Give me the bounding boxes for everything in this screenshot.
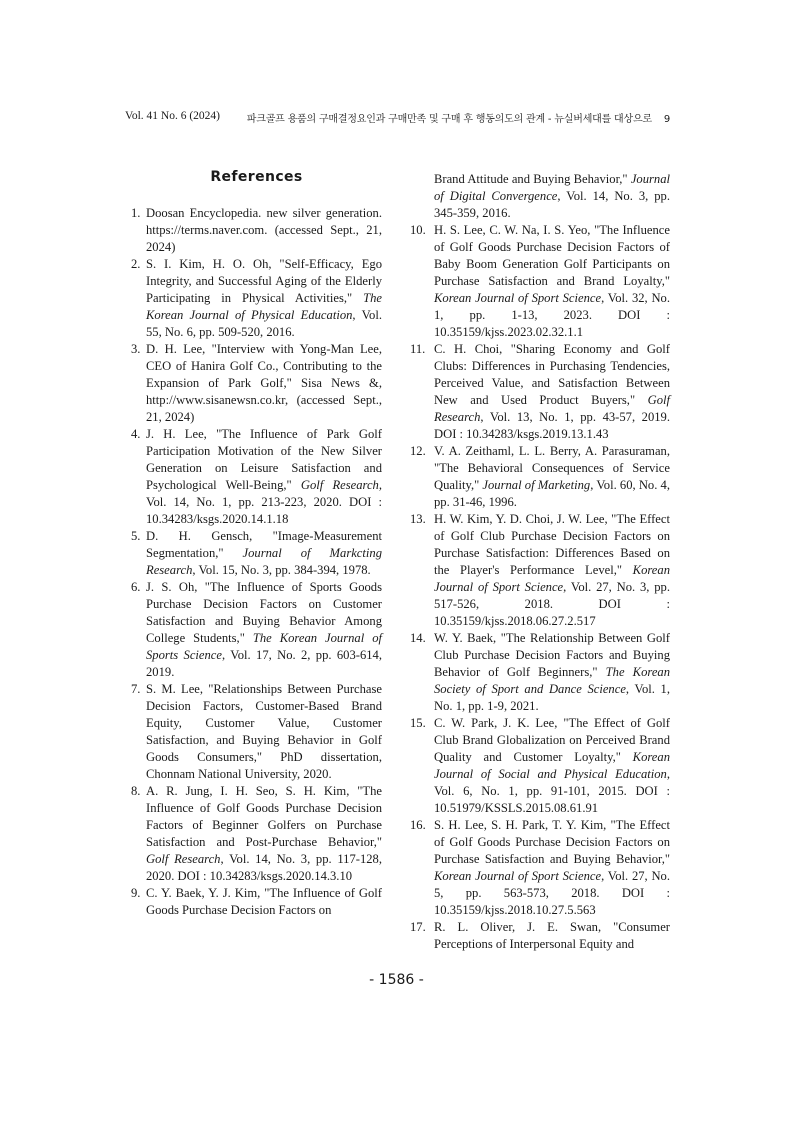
reference-item [410, 919, 670, 953]
reference-item [410, 222, 670, 341]
reference-details: , Vol. 13, No. 1, pp. 43-57, 2019. DOI : 10.34283/ksgs.2019.13.1.43 [434, 410, 670, 441]
reference-text [146, 681, 382, 783]
reference-journal: Golf Research [146, 852, 221, 866]
reference-details: , Vol. 27, No. 5, pp. 563-573, 2018. DOI : 10.35159/kjss.2018.10.27.5.563 [434, 869, 670, 917]
reference-number: 8. [131, 784, 141, 798]
reference-item [410, 443, 670, 511]
reference-item [131, 426, 382, 528]
reference-item [131, 885, 382, 919]
reference-number: 2. [131, 257, 141, 271]
reference-body: R. L. Oliver, J. E. Swan, "Consumer Perceptions of Interpersonal Equity and [434, 920, 670, 951]
reference-number: 7. [131, 682, 141, 696]
reference-body: J. H. Lee, "The Influence of Park Golf Participation Motivation of the New Silver Generation on Leisure Satisfaction and Psychological Well-Being," [146, 427, 382, 492]
reference-number: 11. [410, 342, 426, 356]
reference-column-right [410, 171, 670, 953]
reference-number: 4. [131, 427, 141, 441]
reference-column-left [131, 205, 382, 919]
reference-number: 12. [410, 444, 426, 458]
reference-number: 14. [410, 631, 426, 645]
reference-item [410, 341, 670, 443]
reference-text [434, 630, 670, 715]
reference-text [434, 919, 670, 953]
reference-details: , Vol. 14, No. 3, pp. 117-128, 2020. DOI : 10.34283/ksgs.2020.14.3.10 [146, 852, 382, 883]
running-title [247, 110, 670, 125]
reference-item [131, 528, 382, 579]
reference-number: 13. [410, 512, 426, 526]
reference-details: , Vol. 55, No. 6, pp. 509-520, 2016. [146, 308, 383, 339]
reference-body: D. H. Gensch, "Image-Measurement Segmentation," [146, 529, 382, 560]
reference-item [131, 579, 382, 681]
reference-journal: Journal of Markcting Research [146, 546, 382, 577]
reference-item [131, 205, 382, 256]
reference-journal: The Korean Society of Sport and Dance Science [434, 665, 670, 696]
reference-number: 6. [131, 580, 141, 594]
reference-text [146, 256, 382, 341]
reference-body: S. I. Kim, H. O. Oh, "Self-Efficacy, Ego Integrity, and Successful Aging of the Elderly Participating in Physical Activities," [146, 257, 382, 305]
running-header [125, 110, 670, 128]
reference-body: S. M. Lee, "Relationships Between Purchase Decision Factors, Customer-Based Brand Equity, Customer Value, Customer Satisfaction, and Buying Behavior in Golf Goods Consumers," PhD dissertation, Chonnam National University, 2020. [146, 682, 382, 781]
reference-continuation [410, 171, 670, 222]
reference-number: 16. [410, 818, 426, 832]
reference-item [131, 681, 382, 783]
reference-item [131, 256, 382, 341]
reference-item [410, 630, 670, 715]
running-title-text: 파크골프 용품의 구매결정요인과 구매만족 및 구매 후 행동의도의 관계 - 뉴실버세대를 대상으로 [246, 114, 652, 125]
reference-text [146, 579, 382, 681]
reference-details: , Vol. 14, No. 3, pp. 345-359, 2016. [434, 189, 670, 220]
reference-body: D. H. Lee, "Interview with Yong-Man Lee, CEO of Hanira Golf Co., Contributing to the Expansion of Park Golf," Sisa News &, http://www.sisanewsn.co.kr, (accessed Sept., 21, 2024) [146, 342, 382, 424]
page-number: 9 [663, 114, 670, 125]
volume-label: Vol. 41 No. 6 (2024) [125, 110, 220, 122]
reference-body: H. S. Lee, C. W. Na, I. S. Yeo, "The Influence of Golf Goods Purchase Decision Factors of Baby Boom Generation Golf Participants on Purchase Satisfaction and Brand Loyalty," [434, 223, 670, 288]
reference-text [434, 443, 670, 511]
reference-text [434, 341, 670, 443]
page-footer-number: - 1586 - [369, 972, 424, 988]
reference-details: , Vol. 15, No. 3, pp. 384-394, 1978. [192, 563, 371, 577]
reference-body: Brand Attitude and Buying Behavior," [434, 172, 631, 186]
reference-details: , Vol. 17, No. 2, pp. 603-614, 2019. [146, 648, 382, 679]
reference-journal: Journal of Digital Convergence [434, 172, 670, 203]
reference-body: S. H. Lee, S. H. Park, T. Y. Kim, "The Effect of Golf Goods Purchase Decision Factors on Purchase Satisfaction and Buying Behavior," [434, 818, 670, 866]
references-heading: References [210, 169, 303, 185]
reference-journal: Journal of Marketing [482, 478, 591, 492]
reference-body: Doosan Encyclopedia. new silver generation. https://terms.naver.com. (accessed Sept., 21, 2024) [146, 206, 382, 254]
reference-number: 9. [131, 886, 141, 900]
reference-body: H. W. Kim, Y. D. Choi, J. W. Lee, "The Effect of Golf Club Purchase Decision Factors on Purchase Satisfaction: Differences Based on the Player's Performance Level," [434, 512, 670, 577]
reference-number: 1. [131, 206, 141, 220]
reference-number: 5. [131, 529, 141, 543]
reference-body: C. W. Park, J. K. Lee, "The Effect of Golf Club Brand Globalization on Perceived Brand Quality and Customer Loyalty," [434, 716, 670, 764]
reference-details: , Vol. 1, No. 1, pp. 1-9, 2021. [434, 682, 671, 713]
reference-text [146, 426, 382, 528]
reference-number: 17. [410, 920, 426, 934]
reference-journal: Korean Journal of Sport Science [434, 869, 602, 883]
reference-journal: Korean Journal of Sport Science [434, 291, 602, 305]
reference-body: V. A. Zeithaml, L. L. Berry, A. Parasuraman, "The Behavioral Consequences of Service Quality," [434, 444, 670, 492]
reference-details: Vol. 14, No. 1, pp. 213-223, 2020. DOI : 10.34283/ksgs.2020.14.1.18 [146, 495, 382, 526]
reference-item [131, 783, 382, 885]
reference-number: 10. [410, 223, 426, 237]
reference-text [146, 341, 382, 426]
reference-text [434, 817, 670, 919]
reference-number: 15. [410, 716, 426, 730]
reference-body: C. H. Choi, "Sharing Economy and Golf Clubs: Differences in Purchasing Tendencies, Perceived Value, and Satisfaction Between New and Used Product Buyers," [434, 342, 670, 407]
reference-journal: Golf Research, [300, 478, 382, 492]
reference-text [146, 528, 382, 579]
reference-body: W. Y. Baek, "The Relationship Between Golf Club Purchase Decision Factors and Buying Behavior of Golf Beginners," [434, 631, 670, 679]
reference-text [434, 715, 670, 817]
reference-details: , Vol. 6, No. 1, pp. 91-101, 2015. DOI : 10.51979/KSSLS.2015.08.61.91 [434, 767, 670, 815]
reference-text [146, 783, 382, 885]
reference-text [434, 511, 670, 630]
reference-journal: Korean Journal of Sport Science [434, 563, 670, 594]
reference-journal: Golf Research [434, 393, 670, 424]
reference-journal: The Korean Journal of Physical Education [146, 291, 382, 322]
reference-details: , Vol. 27, No. 3, pp. 517-526, 2018. DOI : 10.35159/kjss.2018.06.27.2.517 [434, 580, 670, 628]
reference-details: , Vol. 32, No. 1, pp. 1-13, 2023. DOI : 10.35159/kjss.2023.02.32.1.1 [434, 291, 670, 339]
reference-item [131, 341, 382, 426]
reference-body: C. Y. Baek, Y. J. Kim, "The Influence of Golf Goods Purchase Decision Factors on [146, 886, 382, 917]
reference-details: , Vol. 60, No. 4, pp. 31-46, 1996. [434, 478, 670, 509]
reference-item [410, 511, 670, 630]
reference-item [410, 817, 670, 919]
reference-item [410, 715, 670, 817]
reference-text [146, 885, 382, 919]
reference-journal: Korean Journal of Social and Physical Education [434, 750, 670, 781]
reference-text [434, 222, 670, 341]
reference-body: A. R. Jung, I. H. Seo, S. H. Kim, "The Influence of Golf Goods Purchase Decision Factors of Beginner Golfers on Purchase Satisfaction and Post-Purchase Behavior," [146, 784, 382, 849]
reference-journal: The Korean Journal of Sports Science [146, 631, 383, 662]
reference-number: 3. [131, 342, 141, 356]
reference-body: J. S. Oh, "The Influence of Sports Goods Purchase Decision Factors on Customer Satisfaction and Buying Behavior Among College Students," [146, 580, 382, 645]
reference-text [146, 205, 382, 256]
